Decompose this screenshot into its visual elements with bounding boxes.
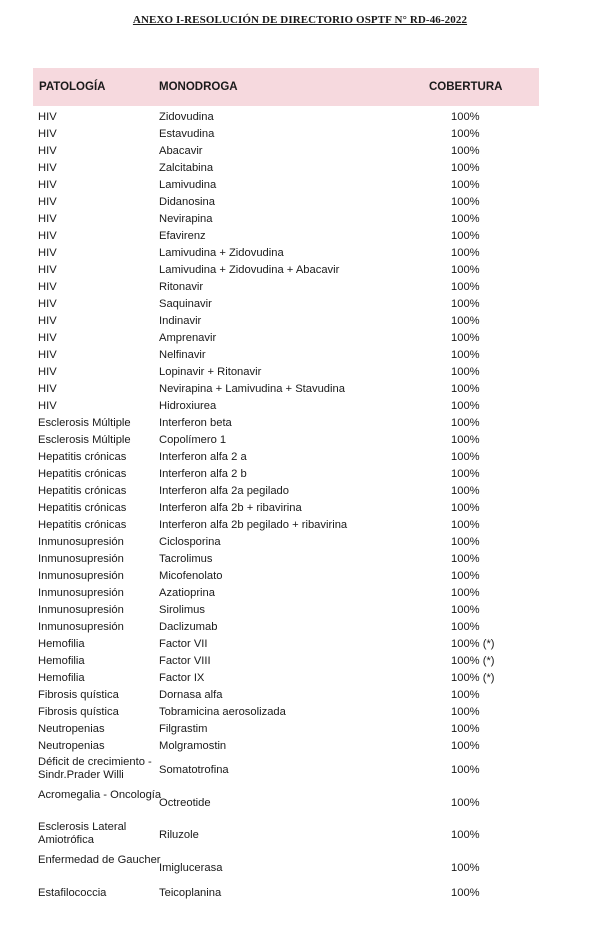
column-header-cobertura: COBERTURA bbox=[429, 81, 503, 93]
cell-monodroga: Interferon alfa 2b pegilado + ribavirina bbox=[159, 519, 348, 531]
cell-patologia: Inmunosupresión bbox=[38, 604, 124, 616]
cell-monodroga: Lopinavir + Ritonavir bbox=[159, 366, 262, 378]
cell-cobertura: 100% bbox=[451, 213, 480, 225]
table-row bbox=[38, 330, 538, 347]
table-row bbox=[38, 738, 538, 755]
cell-cobertura: 100% bbox=[451, 485, 480, 497]
column-header-patologia: PATOLOGÍA bbox=[39, 81, 106, 93]
cell-monodroga: Tacrolimus bbox=[159, 553, 213, 565]
cell-monodroga: Factor VIII bbox=[159, 655, 211, 667]
cell-patologia: Fibrosis quística bbox=[38, 706, 119, 718]
cell-patologia: Fibrosis quística bbox=[38, 689, 119, 701]
cell-patologia: HIV bbox=[38, 128, 57, 140]
table-row bbox=[38, 245, 538, 262]
table-row bbox=[38, 211, 538, 228]
table-row bbox=[38, 347, 538, 364]
cell-cobertura: 100% (*) bbox=[451, 672, 495, 684]
table-row bbox=[38, 160, 538, 177]
cell-monodroga: Efavirenz bbox=[159, 230, 206, 242]
table-row bbox=[38, 687, 538, 704]
cell-cobertura: 100% bbox=[451, 740, 480, 752]
page-title: ANEXO I-RESOLUCIÓN DE DIRECTORIO OSPTF N° RD-46-2022 bbox=[132, 14, 468, 26]
cell-cobertura: 100% bbox=[451, 451, 480, 463]
cell-cobertura: 100% bbox=[451, 128, 480, 140]
cell-patologia: Inmunosupresión bbox=[38, 570, 124, 582]
cell-patologia: Hepatitis crónicas bbox=[38, 485, 127, 497]
cell-patologia: HIV bbox=[38, 298, 57, 310]
cell-patologia: Estafilococcia bbox=[38, 887, 107, 899]
cell-patologia: Hemofilia bbox=[38, 655, 85, 667]
cell-patologia: HIV bbox=[38, 349, 57, 361]
cell-monodroga: Ciclosporina bbox=[159, 536, 221, 548]
cell-patologia: Inmunosupresión bbox=[38, 553, 124, 565]
cell-patologia: HIV bbox=[38, 247, 57, 259]
cell-patologia: Esclerosis Múltiple bbox=[38, 417, 131, 429]
cell-patologia: Inmunosupresión bbox=[38, 536, 124, 548]
cell-monodroga: Didanosina bbox=[159, 196, 215, 208]
table-row bbox=[38, 415, 538, 432]
cell-monodroga: Factor IX bbox=[159, 672, 205, 684]
cell-patologia: HIV bbox=[38, 213, 57, 225]
column-header-monodroga: MONODROGA bbox=[159, 81, 238, 93]
cell-monodroga: Nevirapina + Lamivudina + Stavudina bbox=[159, 383, 345, 395]
cell-cobertura: 100% bbox=[451, 829, 480, 841]
table-row bbox=[38, 466, 538, 483]
cell-patologia: HIV bbox=[38, 196, 57, 208]
cell-cobertura: 100% bbox=[451, 349, 480, 361]
cell-monodroga: Abacavir bbox=[159, 145, 203, 157]
cell-cobertura: 100% bbox=[451, 570, 480, 582]
table-row bbox=[38, 381, 538, 398]
cell-monodroga: Indinavir bbox=[159, 315, 202, 327]
table-row bbox=[38, 194, 538, 211]
cell-monodroga: Copolímero 1 bbox=[159, 434, 227, 446]
cell-patologia: HIV bbox=[38, 366, 57, 378]
cell-monodroga: Saquinavir bbox=[159, 298, 212, 310]
cell-monodroga: Nelfinavir bbox=[159, 349, 206, 361]
cell-patologia: Hepatitis crónicas bbox=[38, 468, 127, 480]
cell-monodroga: Lamivudina bbox=[159, 179, 217, 191]
table-row bbox=[38, 788, 538, 821]
cell-cobertura: 100% bbox=[451, 281, 480, 293]
table-row bbox=[38, 364, 538, 381]
cell-cobertura: 100% (*) bbox=[451, 655, 495, 667]
cell-cobertura: 100% bbox=[451, 145, 480, 157]
table-row bbox=[38, 585, 538, 602]
table-row bbox=[38, 517, 538, 534]
cell-cobertura: 100% (*) bbox=[451, 638, 495, 650]
cell-monodroga: Teicoplanina bbox=[159, 887, 222, 899]
table-row bbox=[38, 551, 538, 568]
table-row bbox=[38, 636, 538, 653]
table-row bbox=[38, 500, 538, 517]
cell-cobertura: 100% bbox=[451, 162, 480, 174]
cell-patologia: HIV bbox=[38, 332, 57, 344]
cell-monodroga: Interferon alfa 2a pegilado bbox=[159, 485, 289, 497]
table-body bbox=[38, 109, 538, 902]
table-row bbox=[38, 704, 538, 721]
cell-cobertura: 100% bbox=[451, 417, 480, 429]
cell-cobertura: 100% bbox=[451, 315, 480, 327]
cell-patologia: HIV bbox=[38, 145, 57, 157]
cell-patologia: HIV bbox=[38, 179, 57, 191]
cell-cobertura: 100% bbox=[451, 621, 480, 633]
cell-monodroga: Imiglucerasa bbox=[159, 861, 223, 874]
table-row bbox=[38, 126, 538, 143]
cell-monodroga: Dornasa alfa bbox=[159, 689, 223, 701]
table-row bbox=[38, 109, 538, 126]
cell-monodroga: Azatioprina bbox=[159, 587, 215, 599]
cell-cobertura: 100% bbox=[451, 196, 480, 208]
cell-patologia: Déficit de crecimiento - Sindr.Prader Willi bbox=[38, 756, 152, 781]
table-row bbox=[38, 262, 538, 279]
cell-cobertura: 100% bbox=[451, 230, 480, 242]
cell-patologia: HIV bbox=[38, 230, 57, 242]
table-row bbox=[38, 619, 538, 636]
cell-patologia: Acromegalia - Oncología bbox=[38, 788, 162, 801]
cell-cobertura: 100% bbox=[451, 553, 480, 565]
table-row bbox=[38, 296, 538, 313]
table-row bbox=[38, 279, 538, 296]
table-row bbox=[38, 483, 538, 500]
cell-cobertura: 100% bbox=[451, 723, 480, 735]
cell-cobertura: 100% bbox=[451, 383, 480, 395]
cell-monodroga: Sirolimus bbox=[159, 604, 206, 616]
cell-monodroga: Tobramicina aerosolizada bbox=[159, 706, 286, 718]
cell-monodroga: Estavudina bbox=[159, 128, 215, 140]
cell-cobertura: 100% bbox=[451, 604, 480, 616]
cell-cobertura: 100% bbox=[451, 536, 480, 548]
table-row bbox=[38, 398, 538, 415]
cell-patologia: Neutropenias bbox=[38, 723, 105, 735]
table-row bbox=[38, 432, 538, 449]
cell-cobertura: 100% bbox=[451, 689, 480, 701]
cell-cobertura: 100% bbox=[451, 887, 480, 899]
cell-monodroga: Micofenolato bbox=[159, 570, 223, 582]
table-row bbox=[38, 670, 538, 687]
cell-patologia: HIV bbox=[38, 315, 57, 327]
cell-cobertura: 100% bbox=[451, 468, 480, 480]
cell-patologia: HIV bbox=[38, 400, 57, 412]
cell-patologia: Hepatitis crónicas bbox=[38, 519, 127, 531]
table-row bbox=[38, 228, 538, 245]
cell-patologia: Hemofilia bbox=[38, 672, 85, 684]
cell-monodroga: Nevirapina bbox=[159, 213, 213, 225]
table-row bbox=[38, 820, 538, 853]
table-row bbox=[38, 143, 538, 160]
table-row bbox=[38, 602, 538, 619]
table-row bbox=[38, 177, 538, 194]
cell-patologia: Hepatitis crónicas bbox=[38, 502, 127, 514]
cell-monodroga: Filgrastim bbox=[159, 723, 208, 735]
cell-monodroga: Octreotide bbox=[159, 796, 211, 809]
cell-monodroga: Interferon alfa 2 b bbox=[159, 468, 247, 480]
cell-monodroga: Somatotrofina bbox=[159, 764, 229, 776]
cell-cobertura: 100% bbox=[451, 264, 480, 276]
cell-patologia: Esclerosis Múltiple bbox=[38, 434, 131, 446]
cell-cobertura: 100% bbox=[451, 706, 480, 718]
cell-patologia: HIV bbox=[38, 264, 57, 276]
cell-monodroga: Zidovudina bbox=[159, 111, 214, 123]
cell-patologia: Hemofilia bbox=[38, 638, 85, 650]
cell-cobertura: 100% bbox=[451, 400, 480, 412]
table-row bbox=[38, 653, 538, 670]
cell-cobertura: 100% bbox=[451, 519, 480, 531]
table-row bbox=[38, 721, 538, 738]
table-row bbox=[38, 568, 538, 585]
table-row bbox=[38, 313, 538, 330]
table-row bbox=[38, 853, 538, 886]
cell-patologia: Inmunosupresión bbox=[38, 621, 124, 633]
cell-cobertura: 100% bbox=[451, 587, 480, 599]
cell-cobertura: 100% bbox=[451, 764, 480, 776]
cell-monodroga: Lamivudina + Zidovudina + Abacavir bbox=[159, 264, 340, 276]
cell-patologia: Esclerosis Lateral Amiotrófica bbox=[38, 821, 127, 846]
cell-cobertura: 100% bbox=[451, 298, 480, 310]
cell-patologia: HIV bbox=[38, 281, 57, 293]
cell-patologia: HIV bbox=[38, 111, 57, 123]
cell-monodroga: Interferon alfa 2 a bbox=[159, 451, 247, 463]
cell-monodroga: Molgramostin bbox=[159, 740, 227, 752]
table-row bbox=[38, 449, 538, 466]
cell-patologia: HIV bbox=[38, 383, 57, 395]
table-row bbox=[38, 885, 538, 902]
cell-cobertura: 100% bbox=[451, 796, 480, 809]
cell-cobertura: 100% bbox=[451, 247, 480, 259]
cell-monodroga: Daclizumab bbox=[159, 621, 218, 633]
cell-monodroga: Ritonavir bbox=[159, 281, 204, 293]
cell-cobertura: 100% bbox=[451, 179, 480, 191]
cell-patologia: HIV bbox=[38, 162, 57, 174]
cell-monodroga: Riluzole bbox=[159, 829, 199, 841]
cell-monodroga: Factor VII bbox=[159, 638, 208, 650]
cell-cobertura: 100% bbox=[451, 111, 480, 123]
table-row bbox=[38, 534, 538, 551]
cell-monodroga: Zalcitabina bbox=[159, 162, 214, 174]
cell-monodroga: Hidroxiurea bbox=[159, 400, 217, 412]
cell-patologia: Neutropenias bbox=[38, 740, 105, 752]
table-header bbox=[33, 68, 539, 106]
table-row bbox=[38, 755, 538, 788]
cell-cobertura: 100% bbox=[451, 332, 480, 344]
cell-cobertura: 100% bbox=[451, 861, 480, 874]
cell-monodroga: Interferon beta bbox=[159, 417, 232, 429]
cell-cobertura: 100% bbox=[451, 366, 480, 378]
cell-patologia: Enfermedad de Gaucher bbox=[38, 853, 161, 866]
cell-patologia: Inmunosupresión bbox=[38, 587, 124, 599]
cell-monodroga: Amprenavir bbox=[159, 332, 217, 344]
cell-monodroga: Interferon alfa 2b + ribavirina bbox=[159, 502, 302, 514]
cell-monodroga: Lamivudina + Zidovudina bbox=[159, 247, 284, 259]
cell-patologia: Hepatitis crónicas bbox=[38, 451, 127, 463]
cell-cobertura: 100% bbox=[451, 434, 480, 446]
cell-cobertura: 100% bbox=[451, 502, 480, 514]
